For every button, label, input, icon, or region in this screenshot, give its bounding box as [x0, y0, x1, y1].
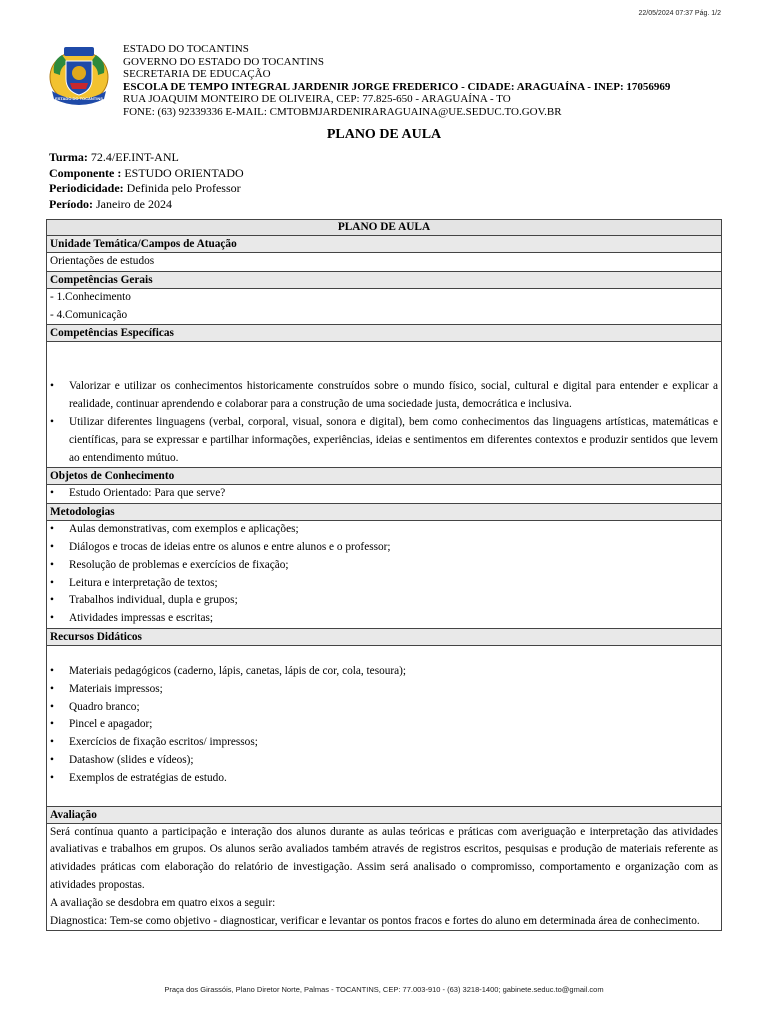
section-body-recursos	[47, 646, 721, 807]
list-item: • Materiais impressos;	[50, 681, 718, 699]
meta-periodicidade: Periodicidade: Definida pelo Professor	[49, 181, 241, 195]
list-item: • Diálogos e trocas de ideias entre os alunos e entre alunos e o professor;	[50, 539, 718, 557]
section-heading-unidade: Unidade Temática/Campos de Atuação	[47, 236, 721, 253]
list-item: • Datashow (slides e vídeos);	[50, 752, 718, 770]
paragraph: A avaliação se desdobra em quatro eixos a seguir:	[50, 896, 276, 909]
meta-turma: Turma: 72.4/EF.INT-ANL	[49, 150, 179, 164]
section-heading-competencias-especificas: Competências Específicas	[47, 325, 721, 342]
header-line-state: ESTADO DO TOCANTINS	[123, 43, 249, 55]
section-heading-recursos: Recursos Didáticos	[47, 629, 721, 646]
section-heading-avaliacao: Avaliação	[47, 807, 721, 824]
page-footer: Praça dos Girassóis, Plano Diretor Norte, Palmas - TOCANTINS, CEP: 77.003-910 - (63) 3218-1400; gabinete.seduc.to@gmail.com	[164, 985, 604, 994]
list-item: • Resolução de problemas e exercícios de fixação;	[50, 557, 718, 575]
list-item: - 4.Comunicação	[50, 308, 128, 321]
section-heading-objetos: Objetos de Conhecimento	[47, 468, 721, 485]
list-item: • Materiais pedagógicos (caderno, lápis, canetas, lápis de cor, cola, tesoura);	[50, 663, 718, 681]
header-line-address: RUA JOAQUIM MONTEIRO DE OLIVEIRA, CEP: 77.825-650 - ARAGUAÍNA - TO	[123, 93, 511, 105]
list-item: - 1.Conhecimento	[50, 290, 131, 303]
lesson-plan-table	[46, 219, 722, 931]
list-item: • Exemplos de estratégias de estudo.	[50, 770, 718, 788]
list-item: • Quadro branco;	[50, 699, 718, 717]
header-line-school: ESCOLA DE TEMPO INTEGRAL JARDENIR JORGE FREDERICO - CIDADE: ARAGUAÍNA - INEP: 17056969	[123, 80, 671, 93]
header-line-government: GOVERNO DO ESTADO DO TOCANTINS	[123, 55, 324, 68]
plan-table-title: PLANO DE AULA	[47, 220, 721, 236]
list-item: • Utilizar diferentes linguagens (verbal, corporal, visual, sonora e digital), bem como conhecimentos das linguagens artísticas, matemáticas e científicas, para se expressar e partilhar informações, experiências, ideias e sentimentos em diferentes contextos e produzir sentidos que levem ao entendimento mútuo.	[50, 414, 718, 467]
header-text	[123, 43, 670, 118]
page-title: PLANO DE AULA	[326, 127, 442, 142]
section-heading-metodologias: Metodologias	[47, 504, 721, 521]
section-body-avaliacao	[47, 824, 721, 931]
state-emblem-icon	[48, 43, 110, 107]
lesson-meta	[49, 150, 244, 212]
print-timestamp: 22/05/2024 07:37 Pág. 1/2	[638, 10, 721, 17]
section-body-objetos	[47, 485, 721, 504]
paragraph: Diagnostica: Tem-se como objetivo - diagnosticar, verificar e levantar os pontos fracos e fortes do aluno em determinada área de conhecimento.	[50, 914, 700, 927]
document-header	[48, 43, 728, 123]
list-item: • Exercícios de fixação escritos/ impressos;	[50, 734, 718, 752]
list-item: • Valorizar e utilizar os conhecimentos historicamente construídos sobre o mundo físico, social, cultural e digital para entender e explicar a realidade, continuar aprendendo e colaborar para a construção de uma sociedade justa, democrática e inclusiva.	[50, 378, 718, 414]
header-line-contact: FONE: (63) 92339336 E-MAIL: CMTOBMJARDENIRARAGUAINA@UE.SEDUC.TO.GOV.BR	[123, 105, 562, 118]
svg-text:ESTADO DO TOCANTINS: ESTADO DO TOCANTINS	[55, 96, 103, 101]
section-body-metodologias	[47, 521, 721, 629]
section-body-competencias-gerais	[47, 289, 721, 326]
section-body-unidade: Orientações de estudos	[47, 253, 721, 272]
header-line-secretariat: SECRETARIA DE EDUCAÇÃO	[123, 68, 271, 80]
list-item: • Aulas demonstrativas, com exemplos e aplicações;	[50, 521, 718, 539]
section-body-competencias-especificas	[47, 342, 721, 468]
list-item: • Trabalhos individual, dupla e grupos;	[50, 592, 718, 610]
list-item: • Estudo Orientado: Para que serve?	[50, 485, 718, 503]
list-item: • Leitura e interpretação de textos;	[50, 575, 718, 593]
meta-componente: Componente : ESTUDO ORIENTADO	[49, 165, 244, 180]
list-item: • Pincel e apagador;	[50, 716, 718, 734]
section-heading-competencias-gerais: Competências Gerais	[47, 272, 721, 289]
meta-periodo: Período: Janeiro de 2024	[49, 196, 172, 211]
paragraph: Será contínua quanto a participação e interação dos alunos durante as aulas teóricas e práticas com averiguação e interpretação das atividades avaliativas e trabalhos em grupos. Os alunos serão avaliados também através de registros escritos, pesquisas e produção de materiais referente as atividades práticas com elaboração do relatório de investigação. Assim será analisado o compromisso, comportamento e organização com as atividades propostas.	[50, 825, 718, 891]
list-item: • Atividades impressas e escritas;	[50, 610, 718, 628]
